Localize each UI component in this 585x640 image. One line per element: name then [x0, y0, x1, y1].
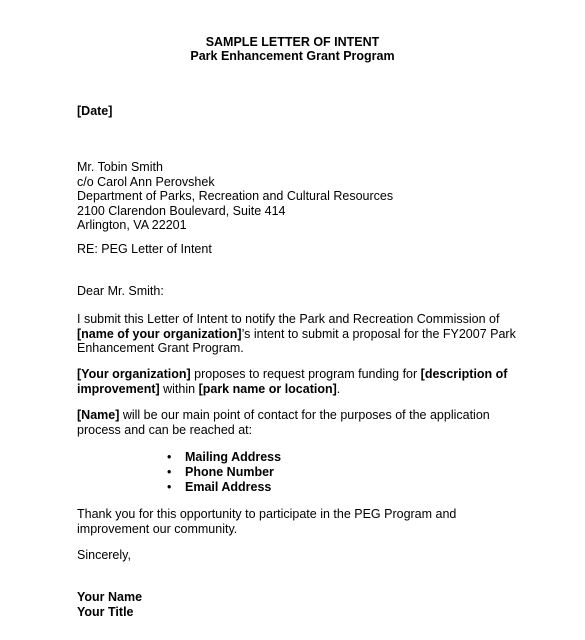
recipient-address [77, 160, 517, 233]
paragraph-text: proposes to request program funding for [190, 367, 421, 381]
paragraph-text: process and can be reached at: [77, 422, 253, 437]
salutation: Dear Mr. Smith: [77, 284, 164, 298]
paragraph-text [77, 327, 517, 342]
bullet-icon: • [167, 450, 172, 464]
recipient-line: Arlington, VA 22201 [77, 218, 187, 232]
paragraph-text: . [336, 381, 341, 396]
signature-title: Your Title [77, 604, 134, 619]
sign-off: Sincerely, [77, 548, 131, 562]
signature-block [77, 590, 517, 619]
contact-paragraph [77, 408, 517, 437]
contact-list [167, 450, 281, 495]
bullet-icon: • [167, 465, 172, 479]
list-item-label: Mailing Address [185, 450, 282, 464]
bullet-icon: • [167, 480, 172, 494]
letter-title: SAMPLE LETTER OF INTENT [205, 35, 380, 49]
recipient-line: Department of Parks, Recreation and Cultural Resources [77, 189, 394, 203]
name-placeholder: [Name] [77, 408, 120, 422]
list-item-label: Email Address [185, 480, 272, 494]
paragraph-text: Thank you for this opportunity to participate in the PEG Program and [77, 507, 457, 521]
improvement-placeholder: improvement] [77, 381, 160, 396]
paragraph-text: within [159, 381, 199, 396]
paragraph-text: improvement our community. [77, 521, 238, 536]
recipient-line: 2100 Clarendon Boulevard, Suite 414 [77, 203, 286, 218]
paragraph-text: I submit this Letter of Intent to notify the Park and Recreation Commission of [77, 312, 500, 326]
paragraph-text [77, 382, 517, 397]
letter-subtitle: Park Enhancement Grant Program [190, 49, 395, 63]
paragraph-text [77, 367, 517, 382]
date-placeholder: [Date] [77, 104, 113, 118]
paragraph-text: will be our main point of contact for the purposes of the application [119, 408, 490, 422]
organization-placeholder: [name of your organization] [77, 326, 242, 341]
closing-paragraph [77, 507, 517, 536]
paragraph-text: Enhancement Grant Program. [77, 341, 244, 355]
list-item [167, 465, 281, 480]
list-item [167, 480, 281, 495]
list-item [167, 450, 281, 465]
intent-paragraph [77, 312, 517, 356]
signature-name: Your Name [77, 590, 143, 604]
list-item-label: Phone Number [185, 465, 274, 479]
recipient-line: c/o Carol Ann Perovshek [77, 174, 215, 189]
paragraph-text [77, 408, 517, 423]
funding-paragraph [77, 367, 517, 396]
recipient-line: Mr. Tobin Smith [77, 160, 163, 174]
re-line: RE: PEG Letter of Intent [77, 242, 212, 256]
park-placeholder: [park name or location] [198, 381, 337, 396]
paragraph-text: ’s intent to submit a proposal for the FY2007 Park [241, 326, 516, 341]
improvement-placeholder: [description of [420, 367, 508, 381]
organization-placeholder: [Your organization] [77, 367, 191, 381]
